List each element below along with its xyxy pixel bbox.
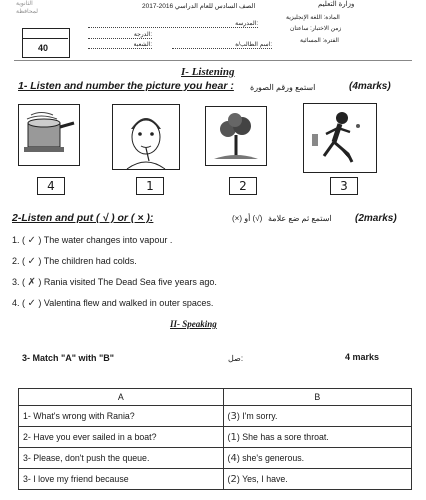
statement-number: 4. [12,298,20,308]
statement-number: 2. [12,256,20,266]
table-row [19,406,412,427]
period-label: الفترة: المسائية [300,38,339,44]
q2-arabic: استمع ثم ضع علامة [268,214,332,223]
picture-1-number[interactable]: 4 [37,177,65,195]
match-answer[interactable]: 1 [230,431,237,443]
match-answer[interactable]: 3 [230,410,237,422]
cell-a: 3- I love my friend because [19,469,224,490]
cell-a: 3- Please, don't push the queue. [19,448,224,469]
statement-answer[interactable]: ✓ [27,256,36,267]
section-title-speaking: II- Speaking [170,319,217,329]
time-label: زمن الاختبار: ساعتان [290,26,342,32]
statement-number: 1. [12,235,20,245]
sick-man-icon [113,105,179,169]
ministry-label: وزارة التعليم [318,1,355,8]
q3-marks: 4 marks [345,352,380,362]
statement-answer[interactable]: ✗ [27,277,36,288]
q2-symbols: (×) أو (√) [232,214,263,223]
total-score: 40 [38,43,49,53]
cell-b-text: She has a sore throat. [242,431,329,442]
q1-title: 1- Listen and number the picture you hear : [18,80,234,92]
cell-b: (2) Yes, I have. [223,469,411,490]
statement-answer[interactable]: ✓ [27,235,36,246]
q2-title: 2-Listen and put ( √ ) or ( × ): [12,212,154,224]
picture-4-number[interactable]: 3 [330,177,358,195]
tree-icon [206,107,266,165]
statement-1: 1. ( ✓ ) The water changes into vapour . [12,235,173,246]
column-a-header: A [19,389,224,406]
q1-marks: (4marks) [349,81,391,92]
statement-2: 2. ( ✓ ) The children had colds. [12,256,137,267]
grade-field: الدرجة: [88,31,152,39]
header-divider [14,60,412,61]
picture-4 [303,103,377,173]
score-divider [22,38,68,39]
table-row [19,448,412,469]
statement-text: The water changes into vapour . [43,235,173,245]
statement-text: Rania visited The Dead Sea five years ago. [43,277,217,287]
cell-b: (3) I'm sorry. [223,406,411,427]
cell-b: (4) she's generous. [223,448,411,469]
match-table [18,388,412,490]
cooking-pot-icon [19,105,79,165]
statement-text: The children had colds. [43,256,137,266]
picture-1 [18,104,80,166]
table-row [19,427,412,448]
column-b-header: B [223,389,411,406]
picture-3-number[interactable]: 2 [229,177,257,195]
cell-b-text: I'm sorry. [242,410,278,421]
table-header-row [19,389,412,406]
header-left-arabic: الثانوية [16,1,33,7]
cell-b: (1) She has a sore throat. [223,427,411,448]
match-answer[interactable]: 2 [230,473,237,485]
cell-b-text: Yes, I have. [242,473,288,484]
cell-a: 1- What's wrong with Rania? [19,406,224,427]
year-line: 2017-2016 الصف السادس للعام الدراسي [142,3,256,10]
statement-number: 3. [12,277,20,287]
statement-4: 4. ( ✓ ) Valentina flew and walked in outer spaces. [12,298,214,309]
subject-label: المادة: اللغة الإنجليزية [286,15,340,21]
q3-title: 3- Match "A" with "B" [22,353,115,363]
q2-marks: (2marks) [355,213,397,224]
picture-2 [112,104,180,170]
match-answer[interactable]: 4 [230,452,237,464]
statement-3: 3. ( ✗ ) Rania visited The Dead Sea five years ago. [12,277,217,288]
running-boy-icon [304,104,376,172]
q3-arabic: صل: [228,354,244,363]
table-row [19,469,412,490]
cell-b-text: she's generous. [242,452,305,463]
q1-arabic: استمع ورقم الصورة [250,83,316,92]
cell-a: 2- Have you ever sailed in a boat? [19,427,224,448]
section-field: الشعبة: [88,41,152,49]
picture-2-number[interactable]: 1 [136,177,164,195]
student-name-field: اسم الطالب/ة: [172,41,272,49]
picture-3 [205,106,267,166]
section-title-listening: I- Listening [181,66,235,78]
header-left-arabic-2: لمحافظة [16,9,39,15]
school-field: المدرسة: [88,20,258,28]
statement-answer[interactable]: ✓ [27,298,36,309]
statement-text: Valentina flew and walked in outer spaces. [43,298,214,308]
